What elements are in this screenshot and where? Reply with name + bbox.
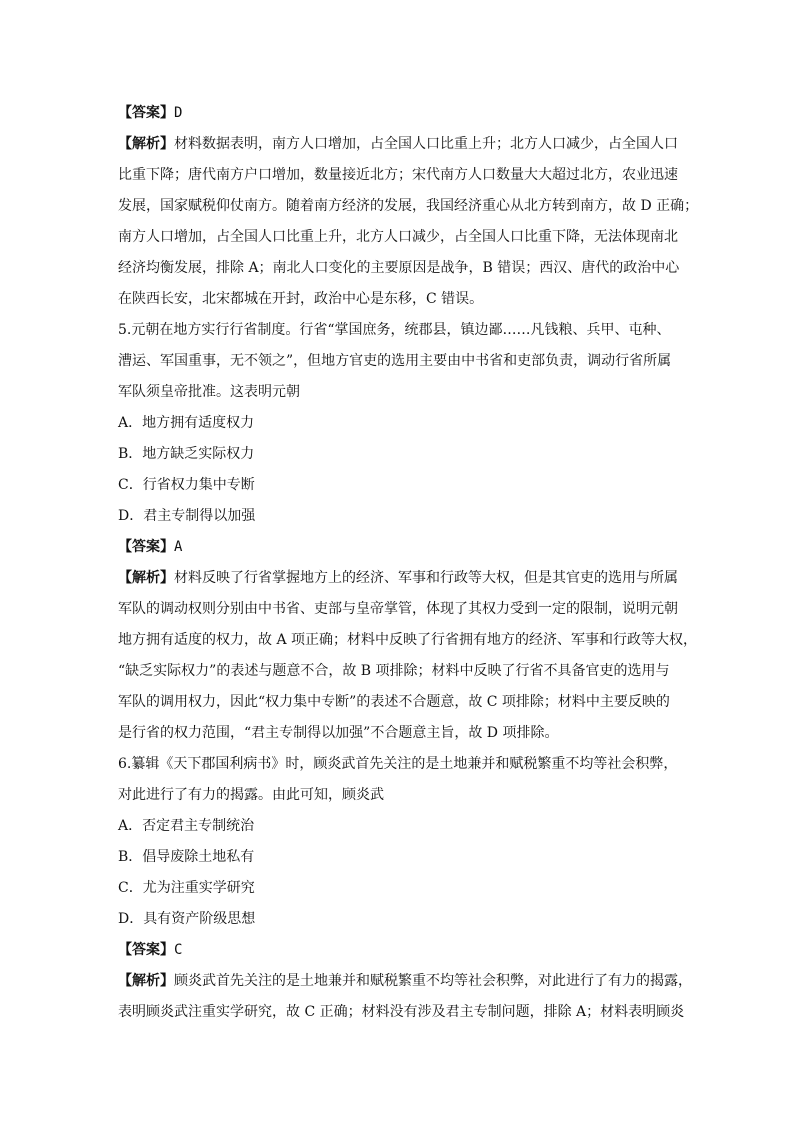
option-d: D．君主专制得以加强 bbox=[118, 508, 256, 524]
answer-value: A bbox=[174, 539, 183, 555]
analysis-text: 材料反映了行省掌握地方上的经济、军事和行政等大权，但是其官吏的选用与所属 bbox=[174, 570, 678, 586]
option-c: C．尤为注重实学研究 bbox=[118, 880, 255, 896]
answer-value: C bbox=[174, 942, 183, 958]
question-5 bbox=[118, 315, 680, 408]
question-line: 军队须皇帝批准。这表明元朝 bbox=[118, 384, 300, 400]
document-page bbox=[118, 98, 699, 1028]
analysis-line: 军队的调用权力，因此“权力集中专断”的表述不合题意，故 C 项排除；材料中主要反映的 bbox=[118, 694, 670, 710]
analysis-line: 比重下降；唐代南方户口增加，数量接近北方；宋代南方人口数量大大超过北方，农业迅速 bbox=[118, 167, 678, 183]
option-b: B．地方缺乏实际权力 bbox=[118, 446, 255, 462]
answer-line bbox=[118, 935, 680, 966]
options-q6 bbox=[118, 811, 680, 935]
question-6 bbox=[118, 749, 680, 811]
question-line: 对此进行了有力的揭露。由此可知，顾炎武 bbox=[118, 787, 384, 803]
answer-label: 【答案】 bbox=[118, 539, 174, 555]
analysis-line: 南方人口增加，占全国人口比重上升，北方人口减少，占全国人口比重下降，无法体现南北 bbox=[118, 229, 678, 245]
option-d: D．具有资产阶级思想 bbox=[118, 911, 256, 927]
question-line: 6.纂辑《天下郡国利病书》时，顾炎武首先关注的是土地兼并和赋税繁重不均等社会积弊， bbox=[118, 756, 678, 772]
analysis-line: “缺乏实际权力”的表述与题意不合，故 B 项排除；材料中反映了行省不具备官吏的选用与 bbox=[118, 663, 670, 679]
analysis-line: 在陕西长安，北宋都城在开封，政治中心是东移，C 错误。 bbox=[118, 291, 484, 307]
analysis-line: 经济均衡发展，排除 A；南北人口变化的主要原因是战争，B 错误；西汉、唐代的政治中心 bbox=[118, 260, 680, 276]
analysis-line bbox=[118, 966, 692, 997]
question-line: 5.元朝在地方实行行省制度。行省“掌国庶务，统郡县，镇边鄙……凡钱粮、兵甲、屯种、 bbox=[118, 322, 671, 338]
answer-line bbox=[118, 98, 680, 129]
analysis-line: 发展，国家赋税仰仗南方。随着南方经济的发展，我国经济重心从北方转到南方，故 D 正确； bbox=[118, 198, 699, 214]
analysis-label: 【解析】 bbox=[118, 973, 174, 989]
analysis-block bbox=[118, 563, 698, 749]
analysis-line: 是行省的权力范围，“君主专制得以加强”不合题意主旨，故 D 项排除。 bbox=[118, 725, 559, 741]
answer-line bbox=[118, 532, 680, 563]
analysis-line: 表明顾炎武注重实学研究，故 C 正确；材料没有涉及君主专制问题，排除 A；材料表明顾炎 bbox=[118, 1004, 685, 1020]
analysis-label: 【解析】 bbox=[118, 136, 174, 152]
answer-label: 【答案】 bbox=[118, 105, 174, 121]
analysis-block bbox=[118, 966, 692, 1028]
answer-label: 【答案】 bbox=[118, 942, 174, 958]
analysis-text: 材料数据表明，南方人口增加，占全国人口比重上升；北方人口减少，占全国人口 bbox=[174, 136, 678, 152]
analysis-line: 军队的调动权则分别由中书省、吏部与皇帝掌管，体现了其权力受到一定的限制，说明元朝 bbox=[118, 601, 678, 617]
analysis-line bbox=[118, 129, 680, 160]
analysis-text: 顾炎武首先关注的是土地兼并和赋税繁重不均等社会积弊，对此进行了有力的揭露， bbox=[174, 973, 692, 989]
question-line: 漕运、军国重事，无不领之”，但地方官吏的选用主要由中书省和吏部负责，调动行省所属 bbox=[118, 353, 672, 369]
options-q5 bbox=[118, 408, 680, 532]
analysis-block bbox=[118, 129, 699, 315]
option-c: C．行省权力集中专断 bbox=[118, 477, 255, 493]
analysis-label: 【解析】 bbox=[118, 570, 174, 586]
option-b: B．倡导废除土地私有 bbox=[118, 849, 255, 865]
analysis-line bbox=[118, 563, 680, 594]
analysis-line: 地方拥有适度的权力，故 A 项正确；材料中反映了行省拥有地方的经济、军事和行政等大权， bbox=[118, 632, 698, 648]
option-a: A．否定君主专制统治 bbox=[118, 818, 255, 834]
option-a: A．地方拥有适度权力 bbox=[118, 415, 255, 431]
answer-value: D bbox=[174, 105, 183, 121]
